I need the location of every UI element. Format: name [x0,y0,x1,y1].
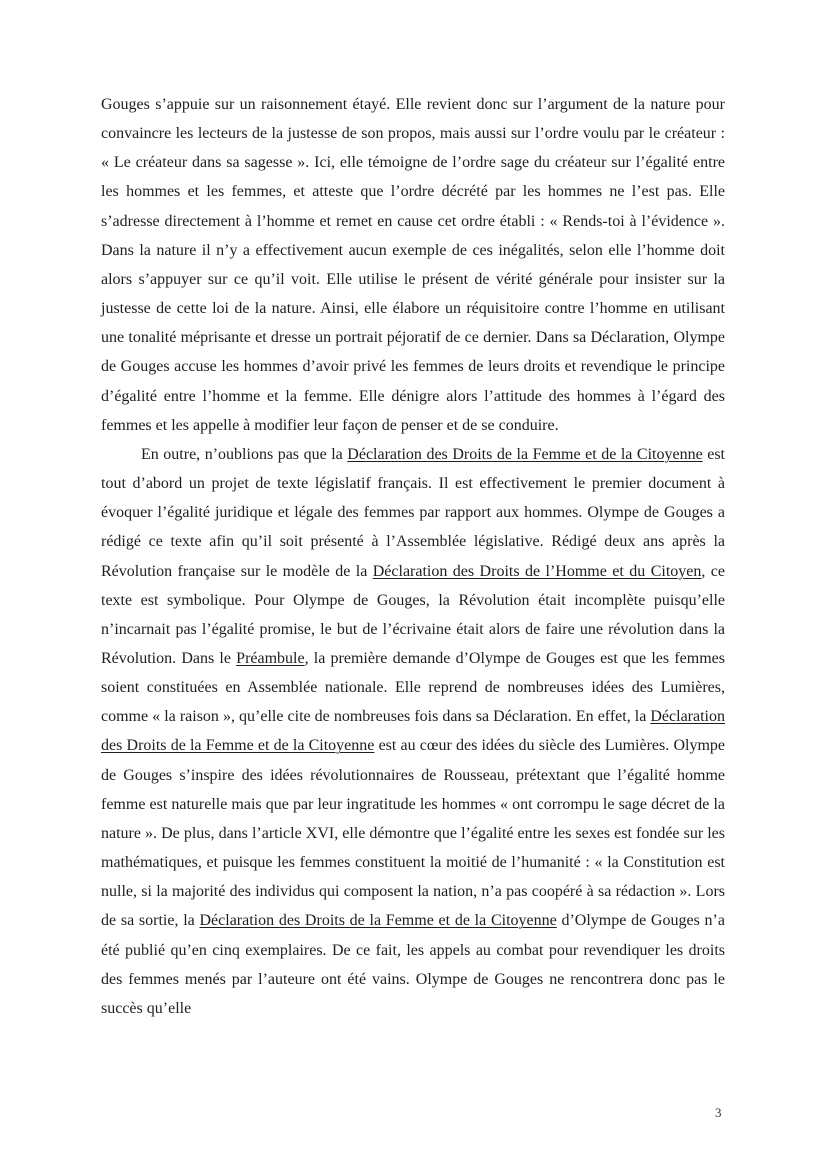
text-segment: , ce texte est symbolique. Pour Olympe de Gouges, la Révolution était incomplète puisqu’elle n’incarnait pas l’égalité promise, le but de l’écrivaine était alors de faire une révolution dans la Révolution. Dans le [101,562,726,667]
title-reference: Déclaration des Droits de la Femme et de la Citoyenne [101,708,725,755]
text-segment: En outre, n’oublions pas que la [141,445,348,463]
text-segment: est au cœur des idées du siècle des Lumières. Olympe de Gouges s’inspire des idées révolutionnaires de Rousseau, prétextant que l’égalité homme femme est naturelle mais que par leur ingratitude les hommes « ont corrompu le sage décret de la nature ». De plus, dans l’article XVI, elle démontre que l’égalité entre les sexes est fondée sur les mathématiques, et puisque les femmes constituent la moitié de l’humanité : « la Constitution est nulle, si la majorité des individus qui composent la nation, n’a pas coopéré à sa rédaction ». Lors de sa sortie, la [101,737,725,930]
text-segment: d’Olympe de Gouges n’a été publié qu’en cinq exemplaires. De ce fait, les appels au combat pour revendiquer les droits des femmes menés par l’auteure ont été vains. Olympe de Gouges ne rencontrera donc pas le succès qu’elle [101,912,725,1017]
paragraph-2 [101,440,725,1023]
title-reference: Déclaration des Droits de l’Homme et du Citoyen [372,562,702,580]
page-number: 3 [715,1105,722,1120]
document-page [101,90,725,1023]
text-segment: , la première demande d’Olympe de Gouges est que les femmes soient constituées en Assemblée nationale. Elle reprend de nombreuses idées des Lumières, comme « la raison », qu’elle cite de nombreuses fois dans sa Déclaration. En effet, la [101,649,725,726]
text-segment: est tout d’abord un projet de texte législatif français. Il est effectivement le premier document à évoquer l’égalité juridique et légale des femmes par rapport aux hommes. Olympe de Gouges a rédigé ce texte afin qu’il soit présenté à l’Assemblée législative. Rédigé deux ans après la Révolution française sur le modèle de la [101,445,725,580]
paragraph-1 [101,90,725,440]
text-segment: Gouges s’appuie sur un raisonnement étayé. Elle revient donc sur l’argument de la nature pour convaincre les lecteurs de la justesse de son propos, mais aussi sur l’ordre voulu par le créateur : « Le créateur dans sa sagesse ». Ici, elle témoigne de l’ordre sage du créateur sur l’égalité entre les hommes et les femmes, et atteste que l’ordre décrété par les hommes ne l’est pas. Elle s’adresse directement à l’homme et remet en cause cet ordre établi : « Rends-toi à l’évidence ». Dans la nature il n’y a effectivement aucun exemple de ces inégalités, selon elle l’homme doit alors s’appuyer sur ce qu’il voit. Elle utilise le présent de vérité générale pour insister sur la justesse de cette loi de la nature. Ainsi, elle élabore un réquisitoire contre l’homme en utilisant une tonalité méprisante et dresse un portrait péjoratif de ce dernier. Dans sa Déclaration, Olympe de Gouges accuse les hommes d’avoir privé les femmes de leurs droits et revendique le principe d’égalité entre l’homme et la femme. Elle dénigre alors l’attitude des hommes à l’égard des femmes et les appelle à modifier leur façon de penser et de se conduire. [101,96,725,434]
title-reference: Déclaration des Droits de la Femme et de la Citoyenne [199,912,557,930]
title-reference: Préambule [236,649,305,667]
title-reference: Déclaration des Droits de la Femme et de la Citoyenne [347,445,703,463]
